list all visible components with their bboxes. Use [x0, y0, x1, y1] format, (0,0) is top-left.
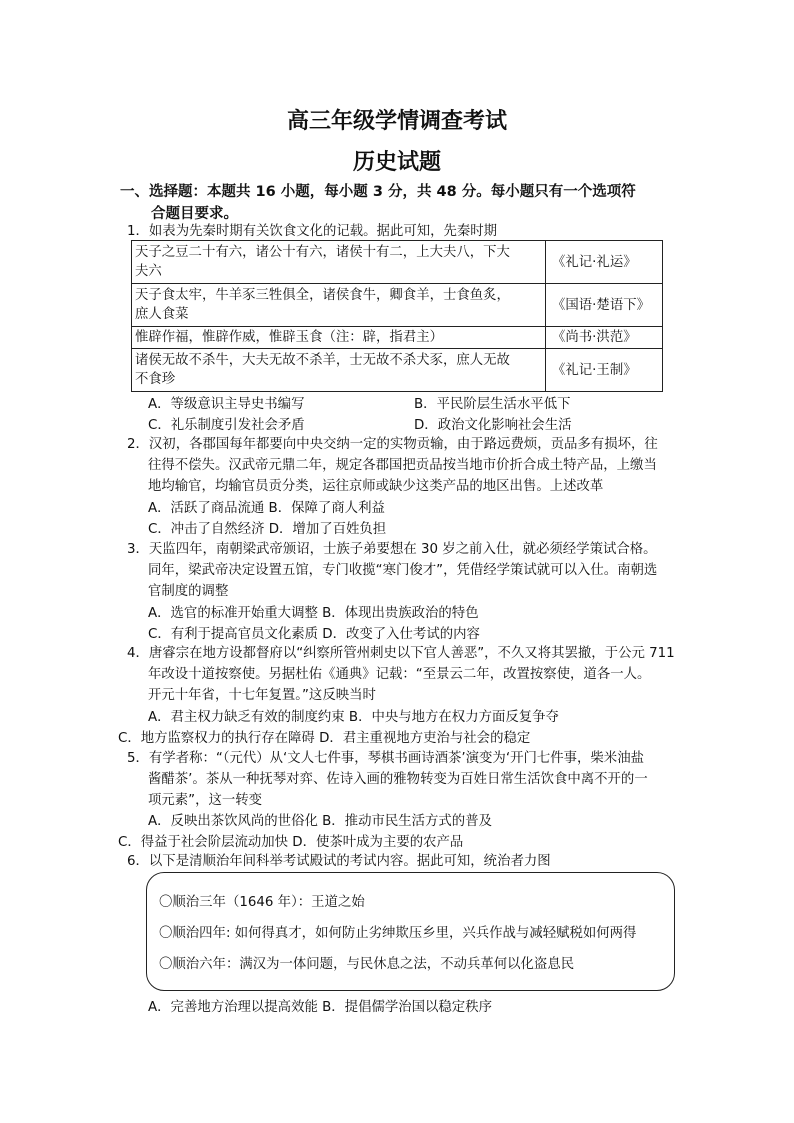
- table-cell-source: 《国语·楚语下》: [546, 284, 663, 327]
- exam-title: 高三年级学情调查考试: [286, 108, 507, 134]
- q5-options-ab: A．反映出茶饮风尚的世俗化 B．推动市民生活方式的普及: [148, 814, 492, 829]
- q1-option-d: D．政治文化影响社会生活: [414, 418, 572, 433]
- q2-line1: 2．汉初，各郡国每年都要向中央交纳一定的实物贡输，由于路远费烦，贡品多有损坏，往: [127, 437, 658, 452]
- q3-line3: 官制度的调整: [148, 584, 229, 599]
- q1-source-table: [131, 240, 663, 392]
- subject-title: 历史试题: [352, 149, 441, 175]
- q5-line1: 5．有学者称：“（元代）从‘文人七件事，琴棋书画诗酒茶’演变为‘开门七件事，柴米油盐: [127, 751, 644, 766]
- section-heading-line2: 合题目要求。: [151, 206, 238, 222]
- q6-box-line3: 〇顺治六年：满汉为一体问题，与民休息之法，不动兵革何以化盗息民: [159, 957, 575, 972]
- q4-options-cd: C．地方监察权力的执行存在障碍 D．君主重视地方吏治与社会的稳定: [118, 731, 531, 746]
- q5-options-cd: C．得益于社会阶层流动加快 D．使茶叶成为主要的农产品: [118, 835, 464, 850]
- table-cell-source: 《尚书·洪范》: [546, 327, 663, 349]
- table-cell-source: 《礼记·王制》: [546, 349, 663, 392]
- q2-options-cd: C．冲击了自然经济 D．增加了百姓负担: [148, 522, 387, 537]
- q1-option-a: A．等级意识主导史书编写: [148, 397, 305, 412]
- q3-options-ab: A．选官的标准开始重大调整 B．体现出贵族政治的特色: [148, 606, 479, 621]
- table-cell-source: 《礼记·礼运》: [546, 241, 663, 284]
- table-cell-text: 天子食太牢，牛羊豕三牲俱全，诸侯食牛，卿食羊，士食鱼炙， 庶人食菜: [132, 284, 546, 327]
- q1-option-c: C．礼乐制度引发社会矛盾: [148, 418, 305, 433]
- q4-line3: 开元十年省，十七年复置。”这反映当时: [148, 688, 376, 703]
- q6-options-ab: A．完善地方治理以提高效能 B．提倡儒学治国以稳定秩序: [148, 1000, 492, 1015]
- q6-stem: 6．以下是清顺治年间科举考试殿试的考试内容。据此可知，统治者力图: [127, 854, 551, 869]
- q2-line3: 地均输官，均输官员贡分类，运往京师或缺少这类产品的地区出售。上述改革: [148, 479, 604, 494]
- table-row: [132, 327, 663, 349]
- q4-line1: 4．唐睿宗在地方设都督府以“纠察所管州刺史以下官人善恶”，不久又将其罢撤，于公元 711: [127, 646, 675, 661]
- table-row: [132, 284, 663, 327]
- q3-line1: 3．天监四年，南朝梁武帝颁诏，士族子弟要想在 30 岁之前入仕，就必须经学策试合格。: [127, 542, 657, 557]
- section-heading-line1: 一、选择题：本题共 16 小题，每小题 3 分，共 48 分。每小题只有一个选项符: [120, 184, 636, 200]
- table-cell-text: 诸侯无故不杀牛，大夫无故不杀羊，士无故不杀犬豕，庶人无故 不食珍: [132, 349, 546, 392]
- table-cell-text: 天子之豆二十有六，诸公十有六，诸侯十有二，上大夫八，下大 夫六: [132, 241, 546, 284]
- q4-options-ab: A．君主权力缺乏有效的制度约束 B．中央与地方在权力方面反复争夺: [148, 710, 559, 725]
- q1-stem: 1．如表为先秦时期有关饮食文化的记载。据此可知，先秦时期: [127, 224, 498, 239]
- q2-options-ab: A．活跃了商品流通 B．保障了商人利益: [148, 501, 385, 516]
- q5-line3: 项元素”，这一转变: [148, 793, 263, 808]
- q6-box-line1: 〇顺治三年（1646 年）：王道之始: [159, 895, 365, 910]
- q6-exam-content-box: [146, 872, 675, 991]
- q3-line2: 同年，梁武帝决定设置五馆，专门收揽“寒门俊才”，凭借经学策试就可以入仕。南朝选: [148, 563, 658, 578]
- table-row: [132, 241, 663, 284]
- table-row: [132, 349, 663, 392]
- q2-line2: 往得不偿失。汉武帝元鼎二年，规定各郡国把贡品按当地市价折合成土特产品，上缴当: [148, 458, 657, 473]
- q6-box-line2: 〇顺治四年: 如何得真才，如何防止劣绅欺压乡里，兴兵作战与减轻赋税如何两得: [159, 926, 637, 941]
- table-cell-text: 惟辟作福，惟辟作威，惟辟玉食（注：辟，指君主）: [132, 327, 546, 349]
- q3-options-cd: C．有利于提高官员文化素质 D．改变了入仕考试的内容: [148, 627, 480, 642]
- q5-line2: 酱醋茶’。茶从一种抚琴对弈、佐诗入画的雅物转变为百姓日常生活饮食中离不开的一: [148, 772, 648, 787]
- q4-line2: 年改设十道按察使。另据杜佑《通典》记载：“至景云二年，改置按察使，道各一人。: [148, 667, 651, 682]
- q1-option-b: B．平民阶层生活水平低下: [414, 397, 571, 412]
